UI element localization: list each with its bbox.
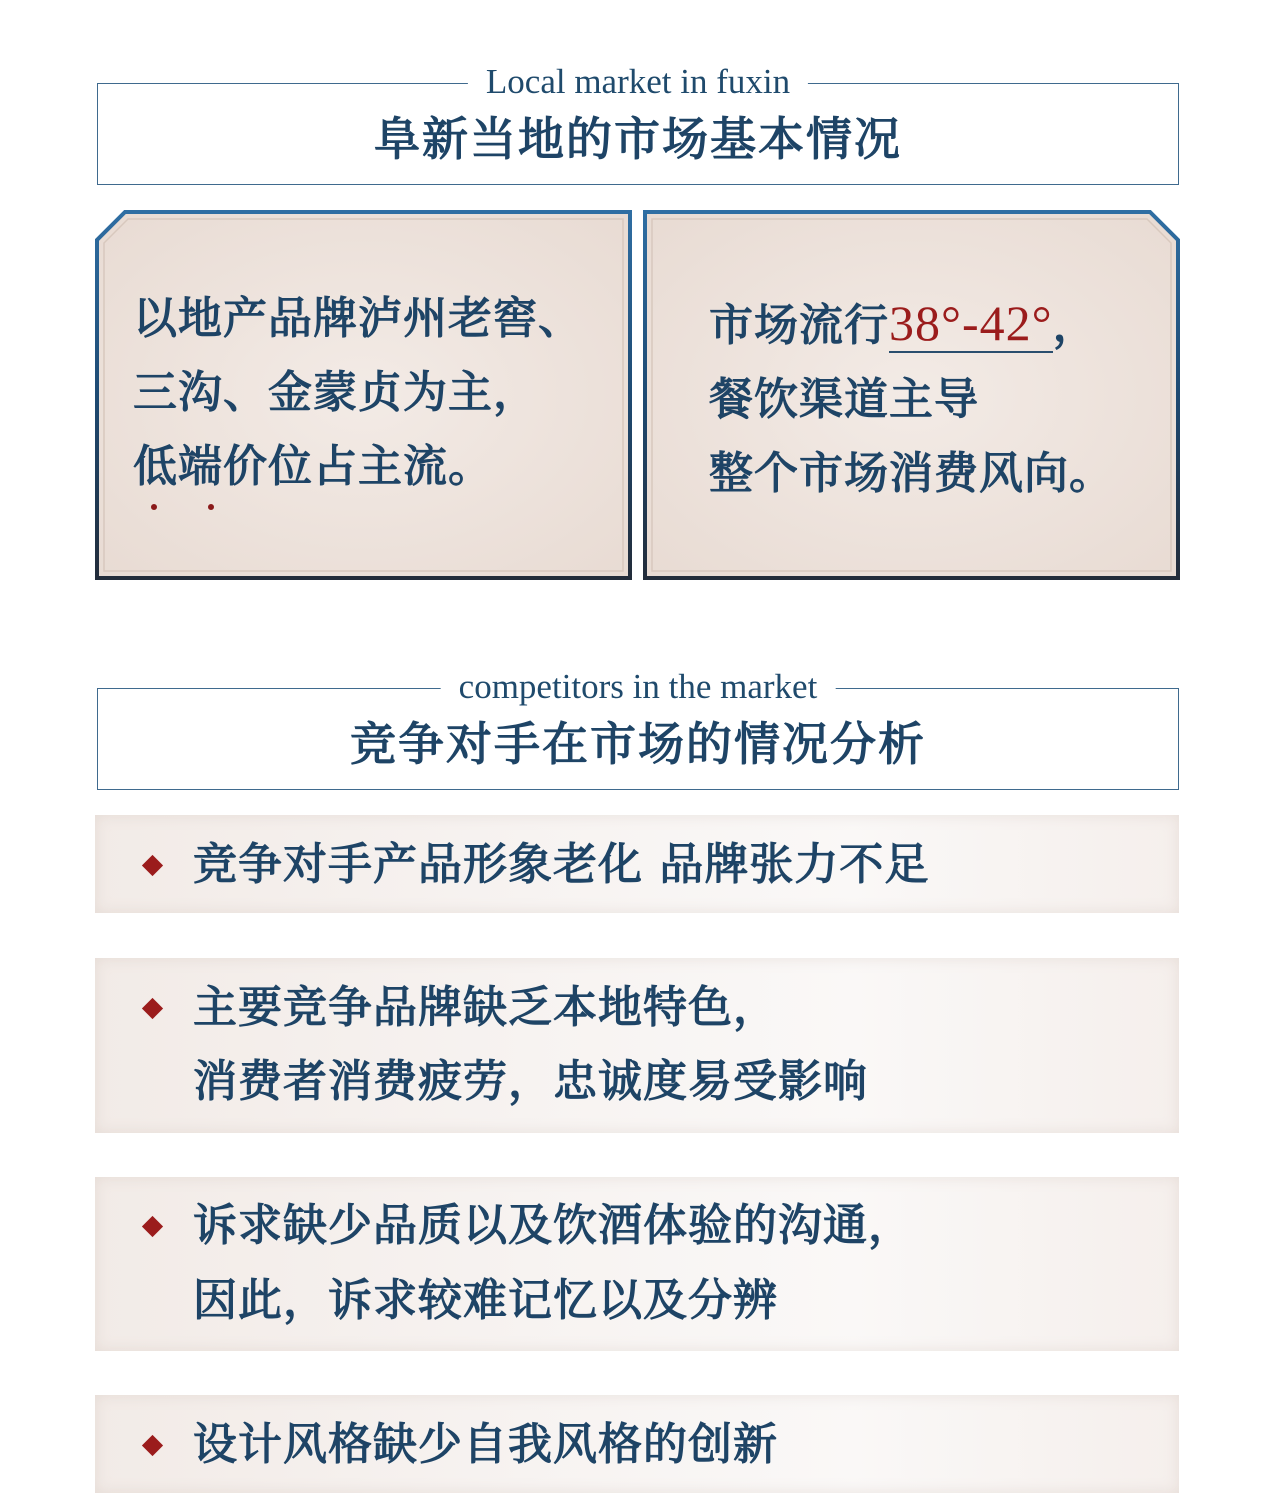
- card-text: [133, 282, 583, 504]
- list-item: [95, 815, 1179, 913]
- card-line-3: 整个市场消费风向。: [709, 448, 1114, 499]
- card-line-prefix: 市场流行: [709, 300, 889, 351]
- list-item-text: 主要竞争品牌缺乏本地特色，: [193, 982, 778, 1033]
- diamond-bullet-icon: [142, 1216, 163, 1237]
- card-line: 以地产品牌泸州老窖、: [133, 293, 583, 344]
- list-item-text: 消费者消费疲劳，忠诚度易受影响: [193, 1056, 868, 1107]
- list-item-text: 竞争对手产品形象老化 品牌张力不足: [193, 839, 930, 890]
- section-header-local-market: [97, 62, 1179, 185]
- section-subtitle: Local market in fuxin: [468, 60, 808, 104]
- card-market-trend: [643, 210, 1180, 580]
- card-line-2: 餐饮渠道主导: [709, 374, 979, 425]
- section-subtitle: competitors in the market: [441, 665, 836, 709]
- section-header-competitors: [97, 667, 1179, 790]
- list-item-text: 诉求缺少品质以及饮酒体验的沟通，: [193, 1200, 913, 1251]
- diamond-bullet-icon: [142, 855, 163, 876]
- diamond-bullet-icon: [142, 998, 163, 1019]
- emphasis-dot: [208, 504, 214, 510]
- list-item: [95, 1395, 1179, 1493]
- card-line-suffix: ，: [1052, 300, 1098, 351]
- list-item-text: 设计风格缺少自我风格的创新: [193, 1419, 778, 1470]
- list-item-text: 因此，诉求较难记忆以及分辨: [193, 1275, 778, 1326]
- section-title: 竞争对手在市场的情况分析: [350, 717, 926, 771]
- degree-range-highlight: 38°-42°: [889, 295, 1053, 351]
- card-text: [709, 286, 1114, 511]
- card-line: 低端价位占主流。: [133, 441, 493, 492]
- emphasis-dot: [151, 504, 157, 510]
- section-title: 阜新当地的市场基本情况: [374, 112, 902, 166]
- diamond-bullet-icon: [142, 1435, 163, 1456]
- list-item: [95, 1177, 1179, 1351]
- list-item: [95, 958, 1179, 1133]
- card-line: 三沟、金蒙贞为主，: [133, 367, 538, 418]
- card-line-1: [709, 286, 1114, 363]
- card-local-brands: [95, 210, 632, 580]
